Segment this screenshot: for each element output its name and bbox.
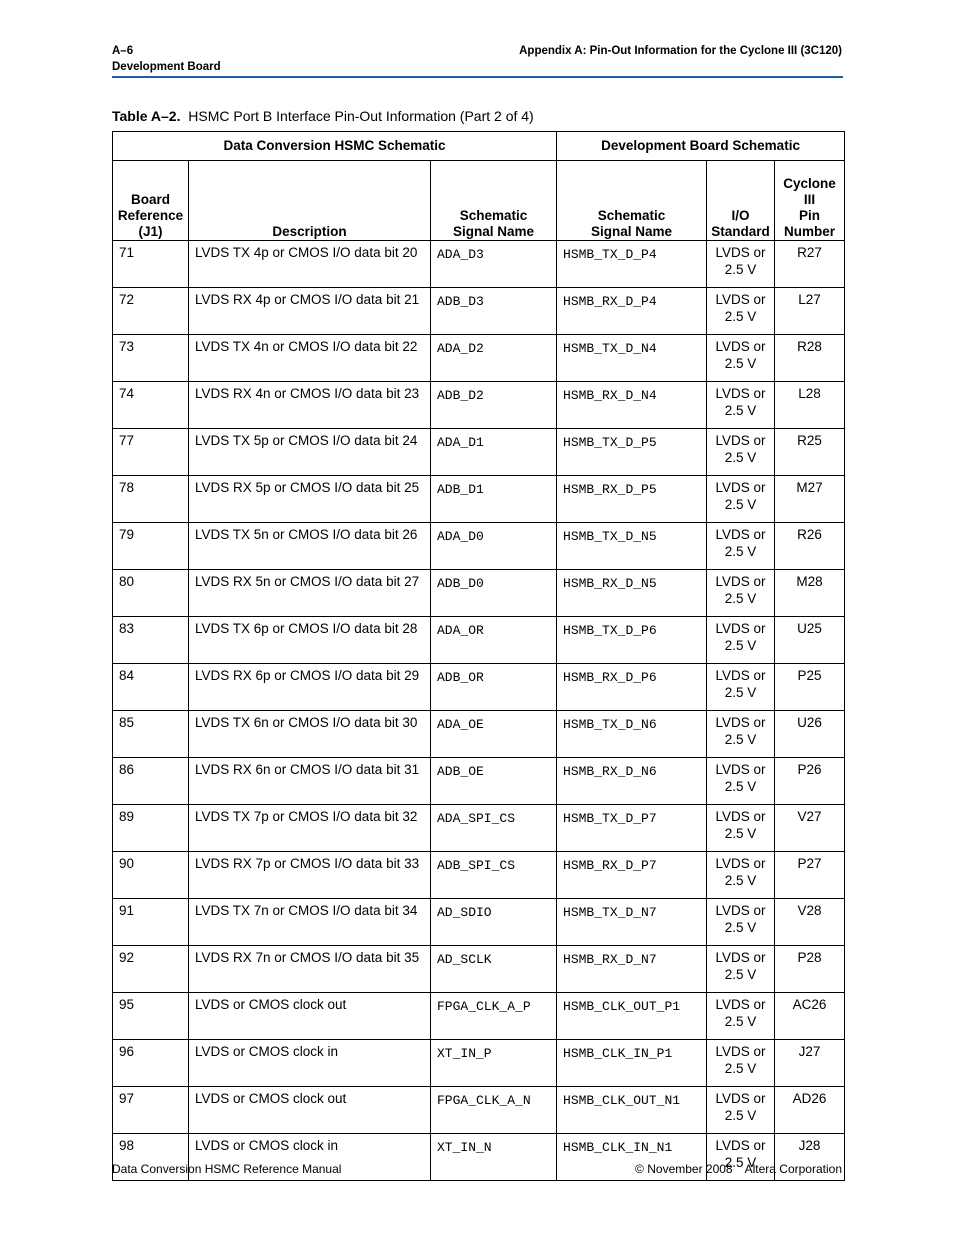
cell-devboard-signal: HSMB_TX_D_N7 bbox=[557, 899, 707, 946]
cell-devboard-signal: HSMB_CLK_OUT_N1 bbox=[557, 1087, 707, 1134]
io-line: LVDS or bbox=[715, 433, 766, 448]
cell-board-ref: 79 bbox=[113, 523, 189, 570]
io-line: LVDS or bbox=[715, 527, 766, 542]
cell-devboard-signal: HSMB_TX_D_N4 bbox=[557, 335, 707, 382]
cell-board-ref: 77 bbox=[113, 429, 189, 476]
cell-devboard-signal: HSMB_TX_D_N6 bbox=[557, 711, 707, 758]
cell-hsmc-signal: AD_SDIO bbox=[431, 899, 557, 946]
io-line: LVDS or bbox=[715, 292, 766, 307]
io-line: LVDS or bbox=[715, 762, 766, 777]
cell-description: LVDS RX 4p or CMOS I/O data bit 21 bbox=[189, 288, 431, 335]
cell-description: LVDS RX 6n or CMOS I/O data bit 31 bbox=[189, 758, 431, 805]
cell-board-ref: 74 bbox=[113, 382, 189, 429]
footer-right bbox=[635, 1162, 842, 1176]
col-header-line: Cyclone bbox=[783, 176, 836, 191]
cell-board-ref: 85 bbox=[113, 711, 189, 758]
cell-board-ref: 95 bbox=[113, 993, 189, 1040]
cell-pin-number: R26 bbox=[775, 523, 845, 570]
cell-pin-number: U25 bbox=[775, 617, 845, 664]
cell-description: LVDS TX 4p or CMOS I/O data bit 20 bbox=[189, 241, 431, 288]
table-row bbox=[113, 523, 845, 570]
cell-board-ref: 72 bbox=[113, 288, 189, 335]
cell-devboard-signal: HSMB_RX_D_P6 bbox=[557, 664, 707, 711]
col-header-io-standard bbox=[707, 161, 775, 241]
pinout-table-body bbox=[113, 241, 845, 1181]
table-row bbox=[113, 1040, 845, 1087]
table-row bbox=[113, 1087, 845, 1134]
cell-pin-number: P26 bbox=[775, 758, 845, 805]
cell-description: LVDS or CMOS clock out bbox=[189, 993, 431, 1040]
cell-board-ref: 84 bbox=[113, 664, 189, 711]
footer-date: © November 2008 bbox=[635, 1162, 733, 1176]
cell-devboard-signal: HSMB_CLK_IN_P1 bbox=[557, 1040, 707, 1087]
io-line: 2.5 V bbox=[724, 1061, 757, 1076]
cell-board-ref: 90 bbox=[113, 852, 189, 899]
cell-devboard-signal: HSMB_TX_D_P6 bbox=[557, 617, 707, 664]
cell-hsmc-signal: XT_IN_P bbox=[431, 1040, 557, 1087]
col-header-description bbox=[189, 161, 431, 241]
page-header-left bbox=[112, 43, 221, 75]
cell-board-ref: 78 bbox=[113, 476, 189, 523]
cell-description: LVDS RX 6p or CMOS I/O data bit 29 bbox=[189, 664, 431, 711]
col-header-line: (J1) bbox=[138, 224, 163, 239]
cell-devboard-signal: HSMB_RX_D_P4 bbox=[557, 288, 707, 335]
io-line: LVDS or bbox=[715, 997, 766, 1012]
cell-description: LVDS TX 6n or CMOS I/O data bit 30 bbox=[189, 711, 431, 758]
cell-board-ref: 89 bbox=[113, 805, 189, 852]
io-line: LVDS or bbox=[715, 715, 766, 730]
cell-hsmc-signal: XT_IN_N bbox=[431, 1134, 557, 1181]
table-row bbox=[113, 805, 845, 852]
cell-description: LVDS TX 5p or CMOS I/O data bit 24 bbox=[189, 429, 431, 476]
cell-devboard-signal: HSMB_RX_D_N6 bbox=[557, 758, 707, 805]
io-line: 2.5 V bbox=[724, 873, 757, 888]
col-header-line: Number bbox=[784, 224, 836, 239]
cell-hsmc-signal: ADA_D0 bbox=[431, 523, 557, 570]
io-line: LVDS or bbox=[715, 1091, 766, 1106]
cell-hsmc-signal: ADB_D3 bbox=[431, 288, 557, 335]
io-line: LVDS or bbox=[715, 621, 766, 636]
header-rule bbox=[112, 76, 843, 78]
cell-hsmc-signal: AD_SCLK bbox=[431, 946, 557, 993]
cell-board-ref: 73 bbox=[113, 335, 189, 382]
io-line: 2.5 V bbox=[724, 1155, 757, 1170]
cell-pin-number: P28 bbox=[775, 946, 845, 993]
footer-company: Altera Corporation bbox=[744, 1162, 842, 1176]
cell-pin-number: L28 bbox=[775, 382, 845, 429]
io-line: LVDS or bbox=[715, 903, 766, 918]
appendix-title: Appendix A: Pin-Out Information for the Cyclone III (3C120) bbox=[519, 45, 842, 57]
cell-pin-number: AC26 bbox=[775, 993, 845, 1040]
col-header-pin-number bbox=[775, 161, 845, 241]
table-row bbox=[113, 664, 845, 711]
table-caption-text: HSMC Port B Interface Pin-Out Information (Part 2 of 4) bbox=[188, 108, 534, 124]
io-line: 2.5 V bbox=[724, 262, 757, 277]
cell-io-standard bbox=[707, 382, 775, 429]
cell-pin-number: V28 bbox=[775, 899, 845, 946]
cell-io-standard bbox=[707, 711, 775, 758]
cell-pin-number: M28 bbox=[775, 570, 845, 617]
cell-hsmc-signal: FPGA_CLK_A_N bbox=[431, 1087, 557, 1134]
cell-io-standard bbox=[707, 476, 775, 523]
cell-hsmc-signal: ADB_SPI_CS bbox=[431, 852, 557, 899]
io-line: 2.5 V bbox=[724, 1108, 757, 1123]
group-header-hsmc: Data Conversion HSMC Schematic bbox=[113, 132, 557, 161]
cell-io-standard bbox=[707, 570, 775, 617]
col-header-line: Signal Name bbox=[453, 224, 535, 239]
cell-hsmc-signal: ADA_D3 bbox=[431, 241, 557, 288]
col-header-line: Description bbox=[272, 224, 347, 239]
cell-io-standard bbox=[707, 852, 775, 899]
col-header-board-ref bbox=[113, 161, 189, 241]
cell-hsmc-signal: ADB_D1 bbox=[431, 476, 557, 523]
cell-hsmc-signal: ADA_OR bbox=[431, 617, 557, 664]
cell-io-standard bbox=[707, 288, 775, 335]
table-row bbox=[113, 758, 845, 805]
cell-devboard-signal: HSMB_RX_D_N5 bbox=[557, 570, 707, 617]
io-line: LVDS or bbox=[715, 245, 766, 260]
io-line: 2.5 V bbox=[724, 403, 757, 418]
cell-pin-number: J28 bbox=[775, 1134, 845, 1181]
io-line: 2.5 V bbox=[724, 779, 757, 794]
cell-pin-number: P27 bbox=[775, 852, 845, 899]
cell-description: LVDS TX 7p or CMOS I/O data bit 32 bbox=[189, 805, 431, 852]
cell-io-standard bbox=[707, 946, 775, 993]
io-line: 2.5 V bbox=[724, 920, 757, 935]
group-header-devboard: Development Board Schematic bbox=[557, 132, 845, 161]
cell-description: LVDS RX 7p or CMOS I/O data bit 33 bbox=[189, 852, 431, 899]
cell-description: LVDS TX 7n or CMOS I/O data bit 34 bbox=[189, 899, 431, 946]
io-line: 2.5 V bbox=[724, 732, 757, 747]
table-row bbox=[113, 852, 845, 899]
cell-description: LVDS RX 5p or CMOS I/O data bit 25 bbox=[189, 476, 431, 523]
table-row bbox=[113, 382, 845, 429]
cell-description: LVDS TX 4n or CMOS I/O data bit 22 bbox=[189, 335, 431, 382]
io-line: LVDS or bbox=[715, 668, 766, 683]
col-header-line: Standard bbox=[711, 224, 770, 239]
cell-hsmc-signal: FPGA_CLK_A_P bbox=[431, 993, 557, 1040]
table-row bbox=[113, 993, 845, 1040]
cell-description: LVDS TX 5n or CMOS I/O data bit 26 bbox=[189, 523, 431, 570]
cell-pin-number: P25 bbox=[775, 664, 845, 711]
io-line: LVDS or bbox=[715, 1044, 766, 1059]
cell-hsmc-signal: ADA_SPI_CS bbox=[431, 805, 557, 852]
cell-devboard-signal: HSMB_TX_D_P4 bbox=[557, 241, 707, 288]
cell-devboard-signal: HSMB_RX_D_N7 bbox=[557, 946, 707, 993]
cell-pin-number: M27 bbox=[775, 476, 845, 523]
io-line: LVDS or bbox=[715, 1138, 766, 1153]
cell-devboard-signal: HSMB_CLK_IN_N1 bbox=[557, 1134, 707, 1181]
io-line: LVDS or bbox=[715, 339, 766, 354]
cell-description: LVDS or CMOS clock in bbox=[189, 1040, 431, 1087]
pinout-table bbox=[112, 131, 845, 1181]
table-row bbox=[113, 570, 845, 617]
cell-hsmc-signal: ADA_D1 bbox=[431, 429, 557, 476]
io-line: 2.5 V bbox=[724, 967, 757, 982]
col-header-line: Pin bbox=[799, 208, 821, 223]
cell-pin-number: R25 bbox=[775, 429, 845, 476]
cell-pin-number: V27 bbox=[775, 805, 845, 852]
cell-devboard-signal: HSMB_TX_D_P7 bbox=[557, 805, 707, 852]
col-header-devboard-signal bbox=[557, 161, 707, 241]
cell-io-standard bbox=[707, 429, 775, 476]
cell-pin-number: L27 bbox=[775, 288, 845, 335]
cell-devboard-signal: HSMB_RX_D_P5 bbox=[557, 476, 707, 523]
cell-pin-number: R28 bbox=[775, 335, 845, 382]
cell-io-standard bbox=[707, 1087, 775, 1134]
io-line: 2.5 V bbox=[724, 638, 757, 653]
table-row bbox=[113, 476, 845, 523]
cell-devboard-signal: HSMB_CLK_OUT_P1 bbox=[557, 993, 707, 1040]
footer-manual-title: Data Conversion HSMC Reference Manual bbox=[112, 1162, 342, 1176]
cell-pin-number: U26 bbox=[775, 711, 845, 758]
col-header-hsmc-signal bbox=[431, 161, 557, 241]
cell-board-ref: 86 bbox=[113, 758, 189, 805]
cell-io-standard bbox=[707, 993, 775, 1040]
io-line: LVDS or bbox=[715, 386, 766, 401]
cell-io-standard bbox=[707, 899, 775, 946]
cell-io-standard bbox=[707, 617, 775, 664]
cell-board-ref: 80 bbox=[113, 570, 189, 617]
io-line: LVDS or bbox=[715, 809, 766, 824]
io-line: 2.5 V bbox=[724, 826, 757, 841]
table-row bbox=[113, 711, 845, 758]
col-header-line: I/O bbox=[731, 208, 750, 223]
cell-board-ref: 83 bbox=[113, 617, 189, 664]
cell-io-standard bbox=[707, 335, 775, 382]
table-row bbox=[113, 429, 845, 476]
cell-pin-number: R27 bbox=[775, 241, 845, 288]
col-header-line: Schematic bbox=[597, 208, 666, 223]
cell-hsmc-signal: ADB_OR bbox=[431, 664, 557, 711]
io-line: 2.5 V bbox=[724, 685, 757, 700]
io-line: 2.5 V bbox=[724, 1014, 757, 1029]
cell-devboard-signal: HSMB_RX_D_P7 bbox=[557, 852, 707, 899]
cell-board-ref: 97 bbox=[113, 1087, 189, 1134]
col-header-line: Reference bbox=[117, 208, 184, 223]
cell-hsmc-signal: ADB_OE bbox=[431, 758, 557, 805]
cell-description: LVDS or CMOS clock out bbox=[189, 1087, 431, 1134]
cell-description: LVDS TX 6p or CMOS I/O data bit 28 bbox=[189, 617, 431, 664]
cell-pin-number: J27 bbox=[775, 1040, 845, 1087]
cell-io-standard bbox=[707, 758, 775, 805]
cell-description: LVDS RX 4n or CMOS I/O data bit 23 bbox=[189, 382, 431, 429]
table-row bbox=[113, 899, 845, 946]
io-line: LVDS or bbox=[715, 856, 766, 871]
cell-devboard-signal: HSMB_TX_D_N5 bbox=[557, 523, 707, 570]
cell-devboard-signal: HSMB_RX_D_N4 bbox=[557, 382, 707, 429]
cell-description: LVDS or CMOS clock in bbox=[189, 1134, 431, 1181]
io-line: 2.5 V bbox=[724, 497, 757, 512]
cell-board-ref: 98 bbox=[113, 1134, 189, 1181]
io-line: 2.5 V bbox=[724, 450, 757, 465]
cell-board-ref: 96 bbox=[113, 1040, 189, 1087]
cell-pin-number: AD26 bbox=[775, 1087, 845, 1134]
cell-io-standard bbox=[707, 805, 775, 852]
cell-board-ref: 91 bbox=[113, 899, 189, 946]
col-header-line: Board bbox=[130, 192, 170, 207]
table-caption-label: Table A–2. bbox=[112, 108, 181, 124]
io-line: 2.5 V bbox=[724, 309, 757, 324]
cell-hsmc-signal: ADB_D0 bbox=[431, 570, 557, 617]
cell-devboard-signal: HSMB_TX_D_P5 bbox=[557, 429, 707, 476]
table-row bbox=[113, 946, 845, 993]
cell-hsmc-signal: ADA_D2 bbox=[431, 335, 557, 382]
table-row bbox=[113, 241, 845, 288]
col-header-line: III bbox=[803, 192, 816, 207]
table-row bbox=[113, 288, 845, 335]
cell-board-ref: 71 bbox=[113, 241, 189, 288]
col-header-line: Signal Name bbox=[591, 224, 673, 239]
io-line: 2.5 V bbox=[724, 591, 757, 606]
cell-description: LVDS RX 7n or CMOS I/O data bit 35 bbox=[189, 946, 431, 993]
page-number: A–6 bbox=[112, 45, 134, 57]
cell-board-ref: 92 bbox=[113, 946, 189, 993]
cell-io-standard bbox=[707, 664, 775, 711]
cell-io-standard bbox=[707, 523, 775, 570]
io-line: LVDS or bbox=[715, 950, 766, 965]
io-line: 2.5 V bbox=[724, 544, 757, 559]
io-line: LVDS or bbox=[715, 480, 766, 495]
section-title: Development Board bbox=[112, 61, 221, 73]
io-line: 2.5 V bbox=[724, 356, 757, 371]
cell-io-standard bbox=[707, 1040, 775, 1087]
cell-io-standard bbox=[707, 241, 775, 288]
col-header-line: Schematic bbox=[459, 208, 528, 223]
table-row bbox=[113, 617, 845, 664]
io-line: LVDS or bbox=[715, 574, 766, 589]
table-row bbox=[113, 335, 845, 382]
cell-hsmc-signal: ADA_OE bbox=[431, 711, 557, 758]
cell-description: LVDS RX 5n or CMOS I/O data bit 27 bbox=[189, 570, 431, 617]
table-caption bbox=[112, 108, 534, 124]
cell-hsmc-signal: ADB_D2 bbox=[431, 382, 557, 429]
